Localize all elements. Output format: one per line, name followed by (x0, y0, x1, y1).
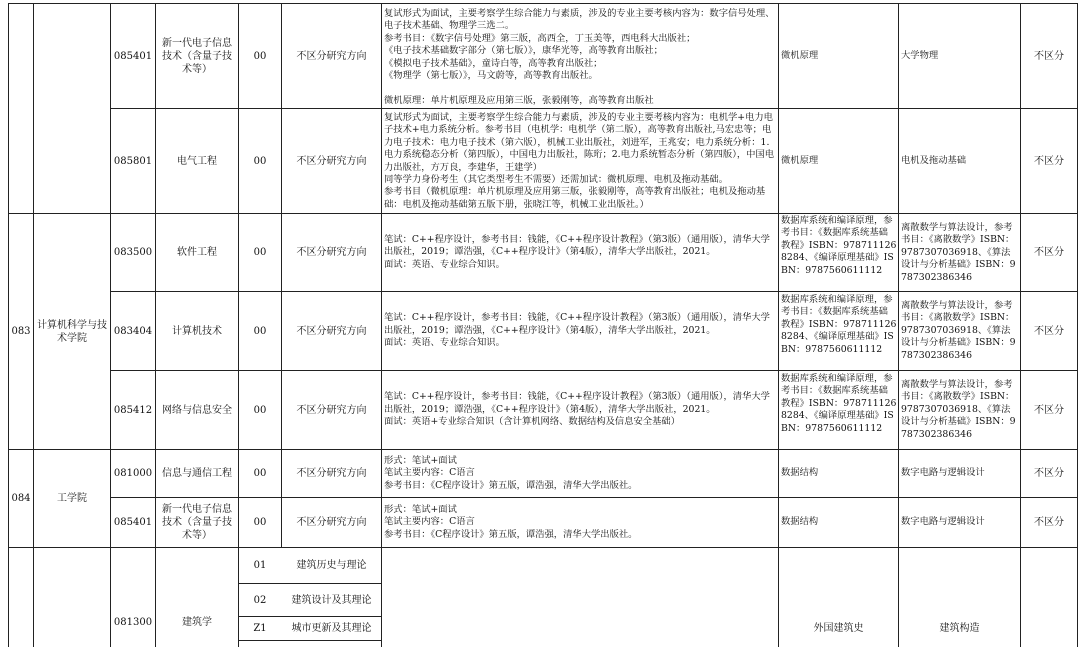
major-code: 083404 (113, 325, 153, 337)
exam-subject-1: 微机原理 (781, 154, 819, 166)
direction-name: 城市更新及其理论 (291, 623, 372, 634)
major-name: 网络与信息安全 (162, 404, 232, 416)
major-code: 083500 (113, 247, 153, 258)
exam-notes: 形式：笔试+面试 笔试主要内容：C语言 参考书目：《C程序设计》第五版，谭浩强，清华大学出版社。 (384, 454, 638, 491)
major-code: 081300 (113, 617, 153, 628)
major-name: 信息与通信工程 (162, 468, 232, 479)
direction-name: 不区分研究方向 (296, 468, 367, 479)
direction-name: 不区分研究方向 (296, 50, 367, 62)
direction-name: 建筑历史与理论 (296, 560, 367, 571)
direction-name: 不区分研究方向 (296, 517, 367, 528)
major-name: 软件工程 (177, 247, 217, 258)
direction-name: 不区分研究方向 (296, 155, 367, 167)
direction-name: 不区分研究方向 (296, 404, 367, 416)
direction-code: 00 (253, 404, 267, 416)
college-code: 084 (11, 493, 31, 504)
direction-code: 02 (253, 594, 267, 606)
direction-name: 不区分研究方向 (296, 325, 367, 337)
exam-subject-2: 数字电路与逻辑设计 (901, 516, 985, 528)
direction-code: 01 (253, 560, 267, 571)
direction-code: 00 (253, 468, 267, 479)
exam-subject-2: 离散数学与算法设计，参考书目：《离散数学》ISBN：9787307036918、《算法设计与分析基础》ISBN：9787302386346 (901, 300, 1016, 361)
direction-code: 00 (253, 517, 267, 528)
direction-code: 00 (253, 50, 267, 62)
exam-subject-1: 数据库系统和编译原理，参考书目：《数据库系统基础教程》ISBN：9787111268284、《编译原理基础》ISBN：9787560611112 (781, 215, 897, 276)
exam-subject-2: 数字电路与逻辑设计 (901, 467, 985, 479)
exam-subject-1: 数据结构 (781, 516, 819, 528)
exam-notes: 笔试：C++程序设计，参考书目：钱能，《C++程序设计教程》（第3版）（通用版），清华大学出版社，2019；谭浩强，《C++程序设计》（第4版），清华大学出版社，2021。 面试：英语、专业综合知识。 (384, 233, 770, 270)
direction-code: 00 (253, 247, 267, 258)
direction-code: Z1 (253, 623, 267, 634)
exam-subject-1: 外国建筑史 (813, 623, 864, 634)
vline (1077, 3, 1078, 647)
major-name: 新一代电子信息技术（含量子技术等） (162, 37, 232, 75)
major-code: 085412 (113, 404, 153, 416)
major-name: 计算机技术 (172, 325, 222, 337)
exam-subject-1: 数据库系统和编译原理，参考书目：《数据库系统基础教程》ISBN：9787111268284、《编译原理基础》ISBN：9787560611112 (781, 373, 897, 434)
major-name: 新一代电子信息技术（含量子技术等） (162, 504, 232, 541)
major-code: 081000 (113, 468, 153, 479)
direction-code: 00 (253, 155, 267, 167)
exam-subject-1: 数据库系统和编译原理，参考书目：《数据库系统基础教程》ISBN：9787111268284、《编译原理基础》ISBN：9787560611112 (781, 294, 897, 355)
flag: 不区分 (1034, 155, 1064, 167)
college-name: 计算机科学与技术学院 (37, 319, 107, 344)
flag: 不区分 (1034, 247, 1064, 258)
major-code: 085401 (113, 50, 153, 62)
exam-notes: 复试形式为面试，主要考察学生综合能力与素质，涉及的专业主要考核内容为：数字信号处理、电子技术基础、物理学三选二。 参考书目：《数字信号处理》第三版，高西全，丁玉美等，西电科大出版社； 《电子技术基础数字部分（第七版）》，康华光等，高等教育出版社； 《模拟电子技术基础》，童诗白等，高等教育出版社； 《物理学（第七版）》，马文蔚等，高等教育出版社。 微机原理：单片机原理及应用第三版，张毅刚等，高等教育出版社 (384, 8, 775, 106)
exam-notes: 复试形式为面试，主要考察学生综合能力与素质，涉及的专业主要考核内容为：电机学+电力电子技术+电力系统分析。参考书目（电机学：电机学（第二版），高等教育出版社,马宏忠等；电力电子技术：电力电子技术（第六版），机械工业出版社，刘进军，王兆安；电力系统分析：1.电力系统稳态分析（第四版），中国电力出版社，陈珩；2.电力系统暂态分析（第四版），中国电力出版社，方万良，李建华，王建学） 同等学力身份考生（其它类型考生不需要）还需加试：微机原理、电机及拖动基础。 参考书目（微机原理：单片机原理及应用第三版，张毅刚等，高等教育出版社；电机及拖动基础：电机及拖动基础第五版下册，张晓江等，机械工业出版社。） (384, 112, 775, 210)
exam-notes: 形式：笔试+面试 笔试主要内容：C语言 参考书目：《C程序设计》第五版，谭浩强，清华大学出版社。 (384, 503, 638, 540)
direction-code: 00 (253, 325, 267, 337)
exam-notes: 笔试：C++程序设计，参考书目：钱能，《C++程序设计教程》（第3版）（通用版），清华大学出版社，2019；谭浩强，《C++程序设计》（第4版），清华大学出版社，2021。 面试：英语+专业综合知识（含计算机网络、数据结构及信息安全基础） (384, 391, 770, 428)
direction-name: 不区分研究方向 (296, 247, 367, 258)
major-code: 085401 (113, 517, 153, 528)
exam-subject-2: 离散数学与算法设计，参考书目：《离散数学》ISBN：9787307036918、《算法设计与分析基础》ISBN：9787302386346 (901, 379, 1016, 440)
college-code: 083 (11, 326, 31, 337)
flag: 不区分 (1034, 404, 1064, 416)
exam-subject-1: 微机原理 (781, 49, 819, 61)
hline (238, 640, 381, 641)
exam-subject-2: 大学物理 (901, 49, 939, 61)
flag: 不区分 (1034, 517, 1064, 528)
major-code: 085801 (113, 155, 153, 167)
flag: 不区分 (1034, 468, 1064, 479)
flag: 不区分 (1034, 325, 1064, 337)
vline (381, 3, 382, 647)
flag: 不区分 (1034, 50, 1064, 62)
exam-subject-2: 离散数学与算法设计，参考书目：《离散数学》ISBN：9787307036918、《算法设计与分析基础》ISBN：9787302386346 (901, 222, 1016, 283)
vline (33, 3, 34, 647)
exam-notes: 笔试：C++程序设计，参考书目：钱能，《C++程序设计教程》（第3版）（通用版），清华大学出版社，2019；谭浩强，《C++程序设计》（第4版），清华大学出版社，2021。 面试：英语、专业综合知识。 (384, 312, 770, 349)
college-name: 工学院 (57, 493, 87, 504)
exam-subject-1: 数据结构 (781, 467, 819, 479)
direction-name: 建筑设计及其理论 (291, 594, 372, 606)
exam-subject-2: 电机及拖动基础 (901, 154, 967, 166)
major-name: 电气工程 (177, 155, 217, 167)
vline (155, 3, 156, 647)
major-name: 建筑学 (182, 617, 212, 628)
exam-subject-2: 建筑构造 (939, 623, 980, 634)
